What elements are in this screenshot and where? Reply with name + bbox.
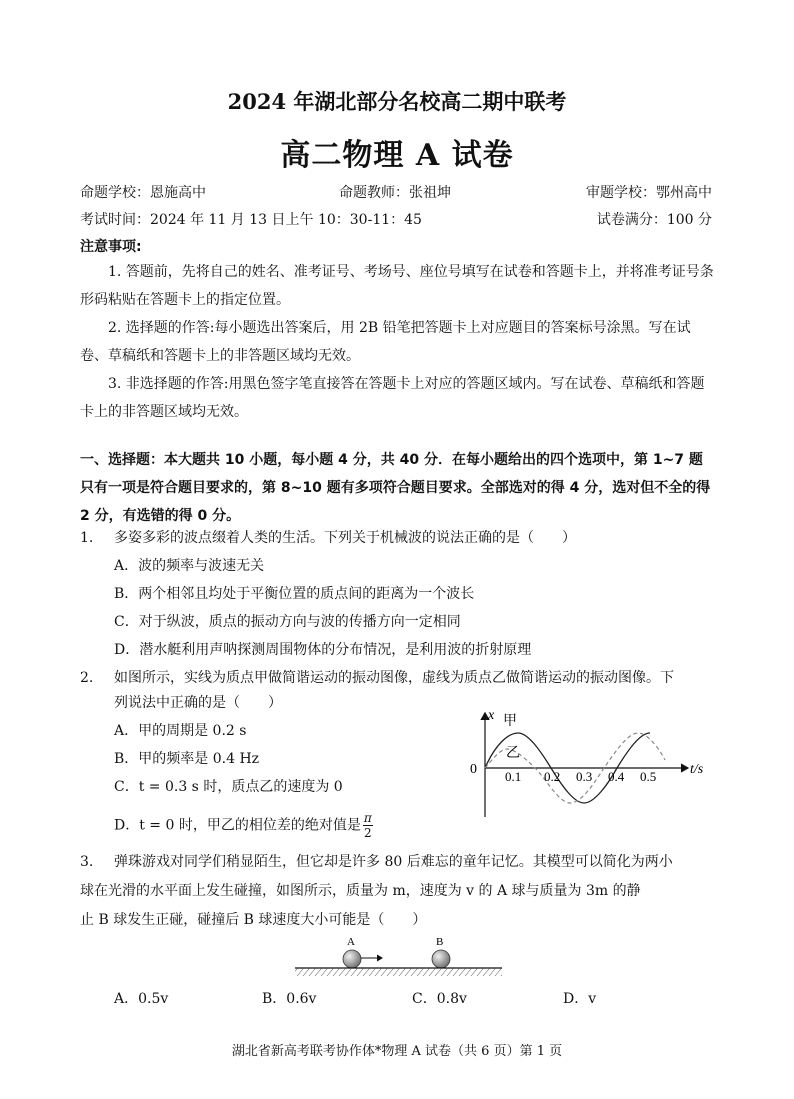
paper-title: 高二物理 A 试卷	[280, 138, 514, 173]
ball-a-label: A	[347, 936, 355, 948]
exam-time: 考试时间：2024 年 11 月 13 日上午 10：30-11：45	[80, 212, 422, 228]
q2-option-d-text: D．t = 0 时，甲乙的相位差的绝对值是	[114, 817, 361, 834]
q2-option-b: B．甲的频率是 0.4 Hz	[114, 751, 260, 767]
fraction-numerator: π	[363, 811, 372, 825]
q3-line1: 弹珠游戏对同学们稍显陌生，但它却是许多 80 后难忘的童年记忆。其模型可以简化为两小	[114, 854, 673, 870]
q3-option-c: C．0.8v	[412, 991, 467, 1007]
q2-stem-line1: 如图所示，实线为质点甲做简谐运动的振动图像，虚线为质点乙做简谐运动的振动图像。下	[114, 670, 674, 686]
q1-option-d: D．潜水艇利用声呐探测周围物体的分布情况，是利用波的折射原理	[114, 642, 532, 658]
q2-stem-line2: 列说法中正确的是（ ）	[114, 695, 282, 711]
tick-0-1: 0.1	[505, 769, 522, 784]
label-yi: 乙	[506, 745, 520, 761]
tick-0-2: 0.2	[544, 769, 561, 784]
reviewer-school: 审题学校：鄂州高中	[586, 185, 712, 201]
q2-option-d	[114, 811, 373, 840]
origin-label: 0	[470, 762, 477, 777]
notice-item-2: 2. 选择题的作答:每小题选出答案后，用 2B 铅笔把答题卡上对应题目的答案标号涂黑。写在试卷、草稿纸和答题卡上的非答题区域均无效。	[80, 320, 691, 364]
section-heading: 一、选择题：本大题共 10 小题，每小题 4 分，共 40 分．在每小题给出的四个选项中，第 1~7 题只有一项是符合题目要求的，第 8~10 题有多项符合题目要求。全部选对的得 4 分，选对但不全的得 2 分，有选错的得 0 分。	[80, 452, 711, 524]
q1-number: 1.	[80, 530, 94, 546]
q1-option-c: C．对于纵波，质点的振动方向与波的传播方向一定相同	[114, 614, 461, 630]
q1-option-a: A．波的频率与波速无关	[114, 558, 265, 574]
q1-stem: 多姿多彩的波点缀着人类的生活。下列关于机械波的说法正确的是（ ）	[114, 530, 576, 546]
ground-hatching	[295, 968, 502, 976]
tick-0-5: 0.5	[640, 769, 657, 784]
q3-option-a: A．0.5v	[114, 991, 169, 1007]
q2-option-a: A．甲的周期是 0.2 s	[114, 723, 247, 739]
q3-line3: 止 B 球发生正碰，碰撞后 B 球速度大小可能是（ ）	[80, 912, 427, 928]
collision-diagram	[290, 934, 510, 984]
q3-number: 3.	[80, 854, 94, 870]
y-axis-label: x	[488, 708, 495, 723]
notice-item-1: 1. 答题前，先将自己的姓名、准考证号、考场号、座位号填写在试卷和答题卡上，并将准考证号条形码粘贴在答题卡上的指定位置。	[80, 264, 714, 308]
q3-option-b: B．0.6v	[262, 991, 317, 1007]
notice-item-3: 3. 非选择题的作答:用黑色签字笔直接答在答题卡上对应的答题区域内。写在试卷、草稿纸和答题卡上的非答题区域均无效。	[80, 376, 705, 420]
q2-option-c: C．t = 0.3 s 时，质点乙的速度为 0	[114, 779, 343, 795]
q2-number: 2.	[80, 670, 94, 686]
ball-a	[343, 950, 361, 968]
q1-option-b: B．两个相邻且均处于平衡位置的质点间的距离为一个波长	[114, 586, 475, 602]
setter-school: 命题学校：恩施高中	[80, 185, 206, 201]
tick-0-3: 0.3	[576, 769, 593, 784]
full-score: 试卷满分：100 分	[596, 212, 712, 228]
notice-title: 注意事项:	[80, 239, 142, 255]
label-jia: 甲	[503, 713, 517, 729]
setter-teacher: 命题教师：张祖坤	[339, 185, 451, 201]
ball-b	[432, 950, 450, 968]
fraction-denominator: 2	[363, 826, 372, 840]
q3-line2: 球在光滑的水平面上发生碰撞，如图所示，质量为 m，速度为 v 的 A 球与质量为 3m 的静	[80, 883, 641, 899]
q3-option-d: D．v	[563, 991, 597, 1007]
ball-b-label: B	[436, 936, 444, 948]
page-footer: 湖北省新高考联考协作体*物理 A 试卷（共 6 页）第 1 页	[231, 1044, 563, 1059]
x-axis-label: t/s	[690, 762, 704, 777]
vibration-graph	[460, 705, 720, 830]
exam-title: 2024 年湖北部分名校高二期中联考	[227, 89, 567, 114]
pi-over-2-fraction	[363, 811, 373, 840]
tick-0-4: 0.4	[608, 769, 625, 784]
